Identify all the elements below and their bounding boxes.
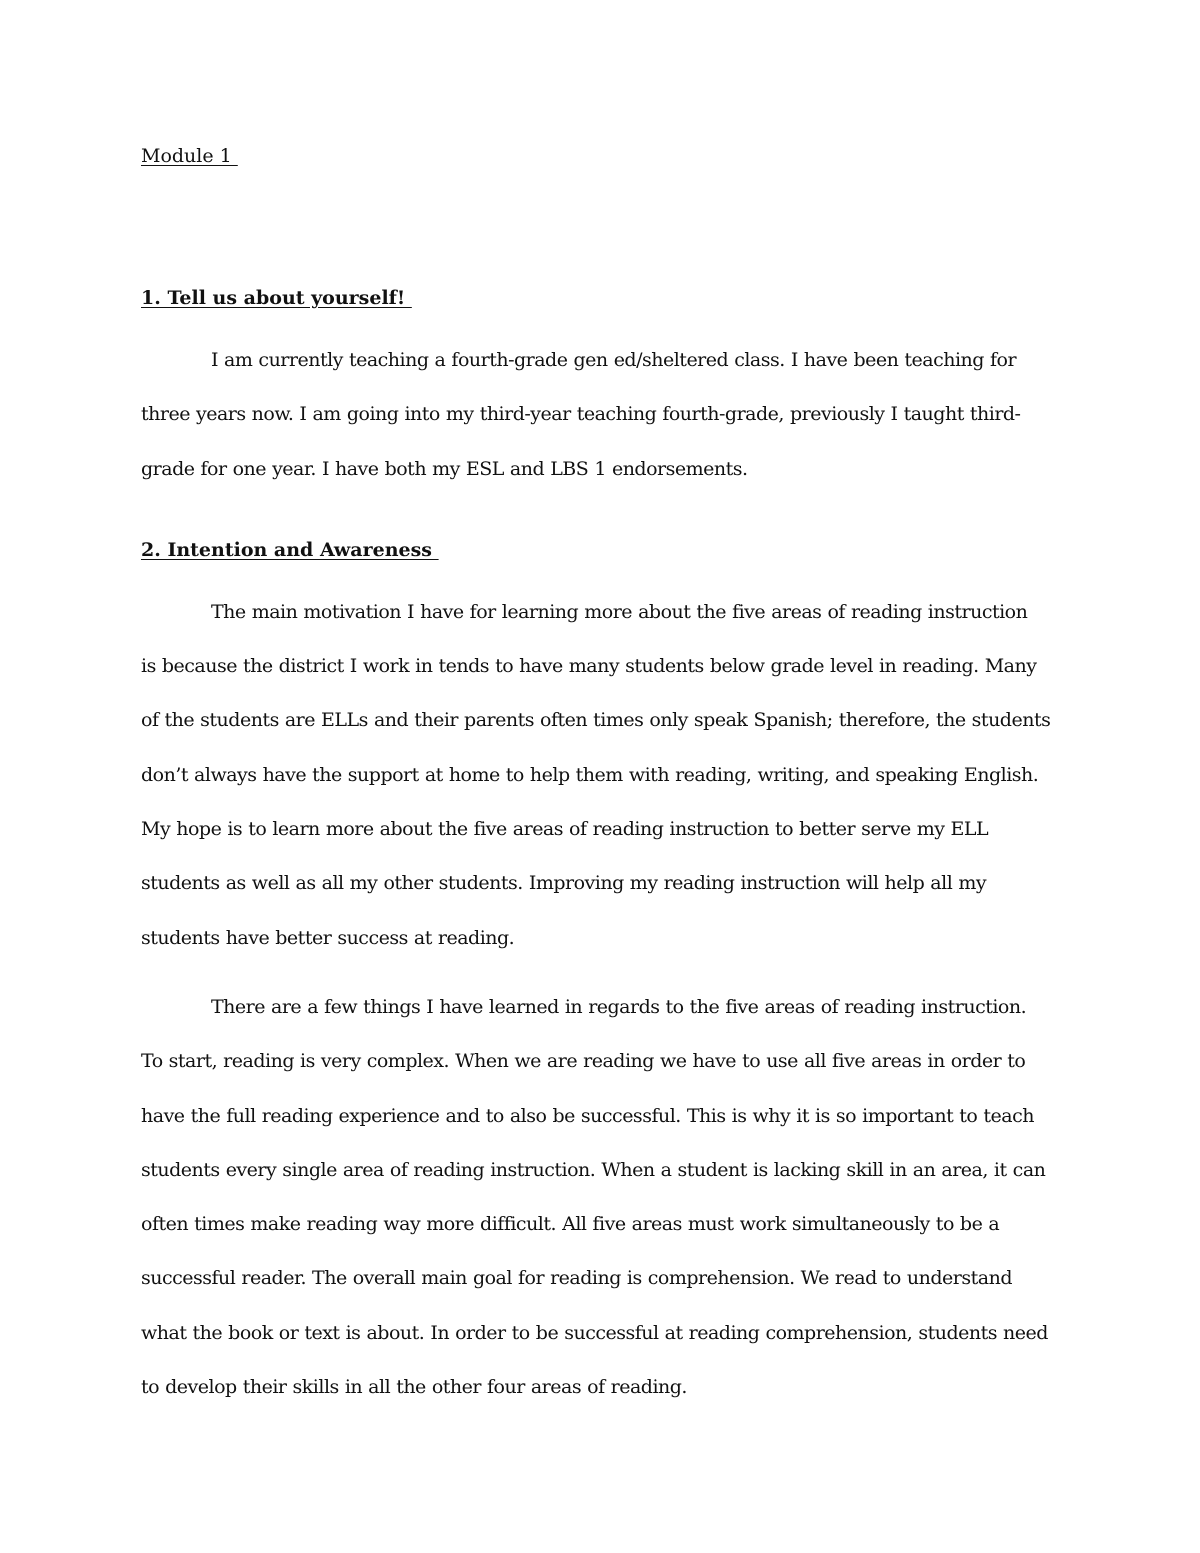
paragraph-line: students as well as all my other students. Improving my reading instruction will help all my xyxy=(141,872,987,895)
paragraph-line: The main motivation I have for learning more about the five areas of reading instruction xyxy=(211,600,1028,623)
paragraph-line: My hope is to learn more about the five areas of reading instruction to better serve my ELL xyxy=(141,818,989,841)
section-heading-intention-awareness: 2. Intention and Awareness xyxy=(141,538,439,561)
document-body xyxy=(141,140,1061,1414)
paragraph-line: students every single area of reading instruction. When a student is lacking skill in an area, it can xyxy=(141,1158,1046,1181)
paragraph-line: often times make reading way more difficult. All five areas must work simultaneously to be a xyxy=(141,1213,1000,1236)
paragraph-line: what the book or text is about. In order to be successful at reading comprehension, students need xyxy=(141,1321,1048,1344)
paragraph-line: to develop their skills in all the other four areas of reading. xyxy=(141,1376,687,1399)
paragraph-line: successful reader. The overall main goal for reading is comprehension. We read to understand xyxy=(141,1267,1012,1290)
paragraph-line: grade for one year. I have both my ESL and LBS 1 endorsements. xyxy=(141,457,748,480)
paragraph-learned xyxy=(141,980,1061,1414)
paragraph-line: is because the district I work in tends to have many students below grade level in reading. Many xyxy=(141,655,1037,678)
section-heading-about-yourself: 1. Tell us about yourself! xyxy=(141,287,412,309)
paragraph-line: students have better success at reading. xyxy=(141,926,515,949)
paragraph-line: I am currently teaching a fourth-grade gen ed/sheltered class. I have been teaching for xyxy=(211,349,1017,371)
document-title: Module 1 xyxy=(141,145,238,167)
paragraph-line: three years now. I am going into my third-year teaching fourth-grade, previously I taught third- xyxy=(141,403,1021,426)
paragraph-motivation xyxy=(141,585,1061,965)
paragraph-line: To start, reading is very complex. When we are reading we have to use all five areas in order to xyxy=(141,1050,1026,1073)
paragraph-line: There are a few things I have learned in regards to the five areas of reading instruction. xyxy=(211,995,1027,1018)
paragraph-line: don’t always have the support at home to help them with reading, writing, and speaking English. xyxy=(141,763,1039,786)
paragraph-about-yourself xyxy=(141,333,1061,496)
paragraph-line: have the full reading experience and to also be successful. This is why it is so important to teach xyxy=(141,1104,1034,1127)
paragraph-line: of the students are ELLs and their parents often times only speak Spanish; therefore, the students xyxy=(141,709,1051,732)
